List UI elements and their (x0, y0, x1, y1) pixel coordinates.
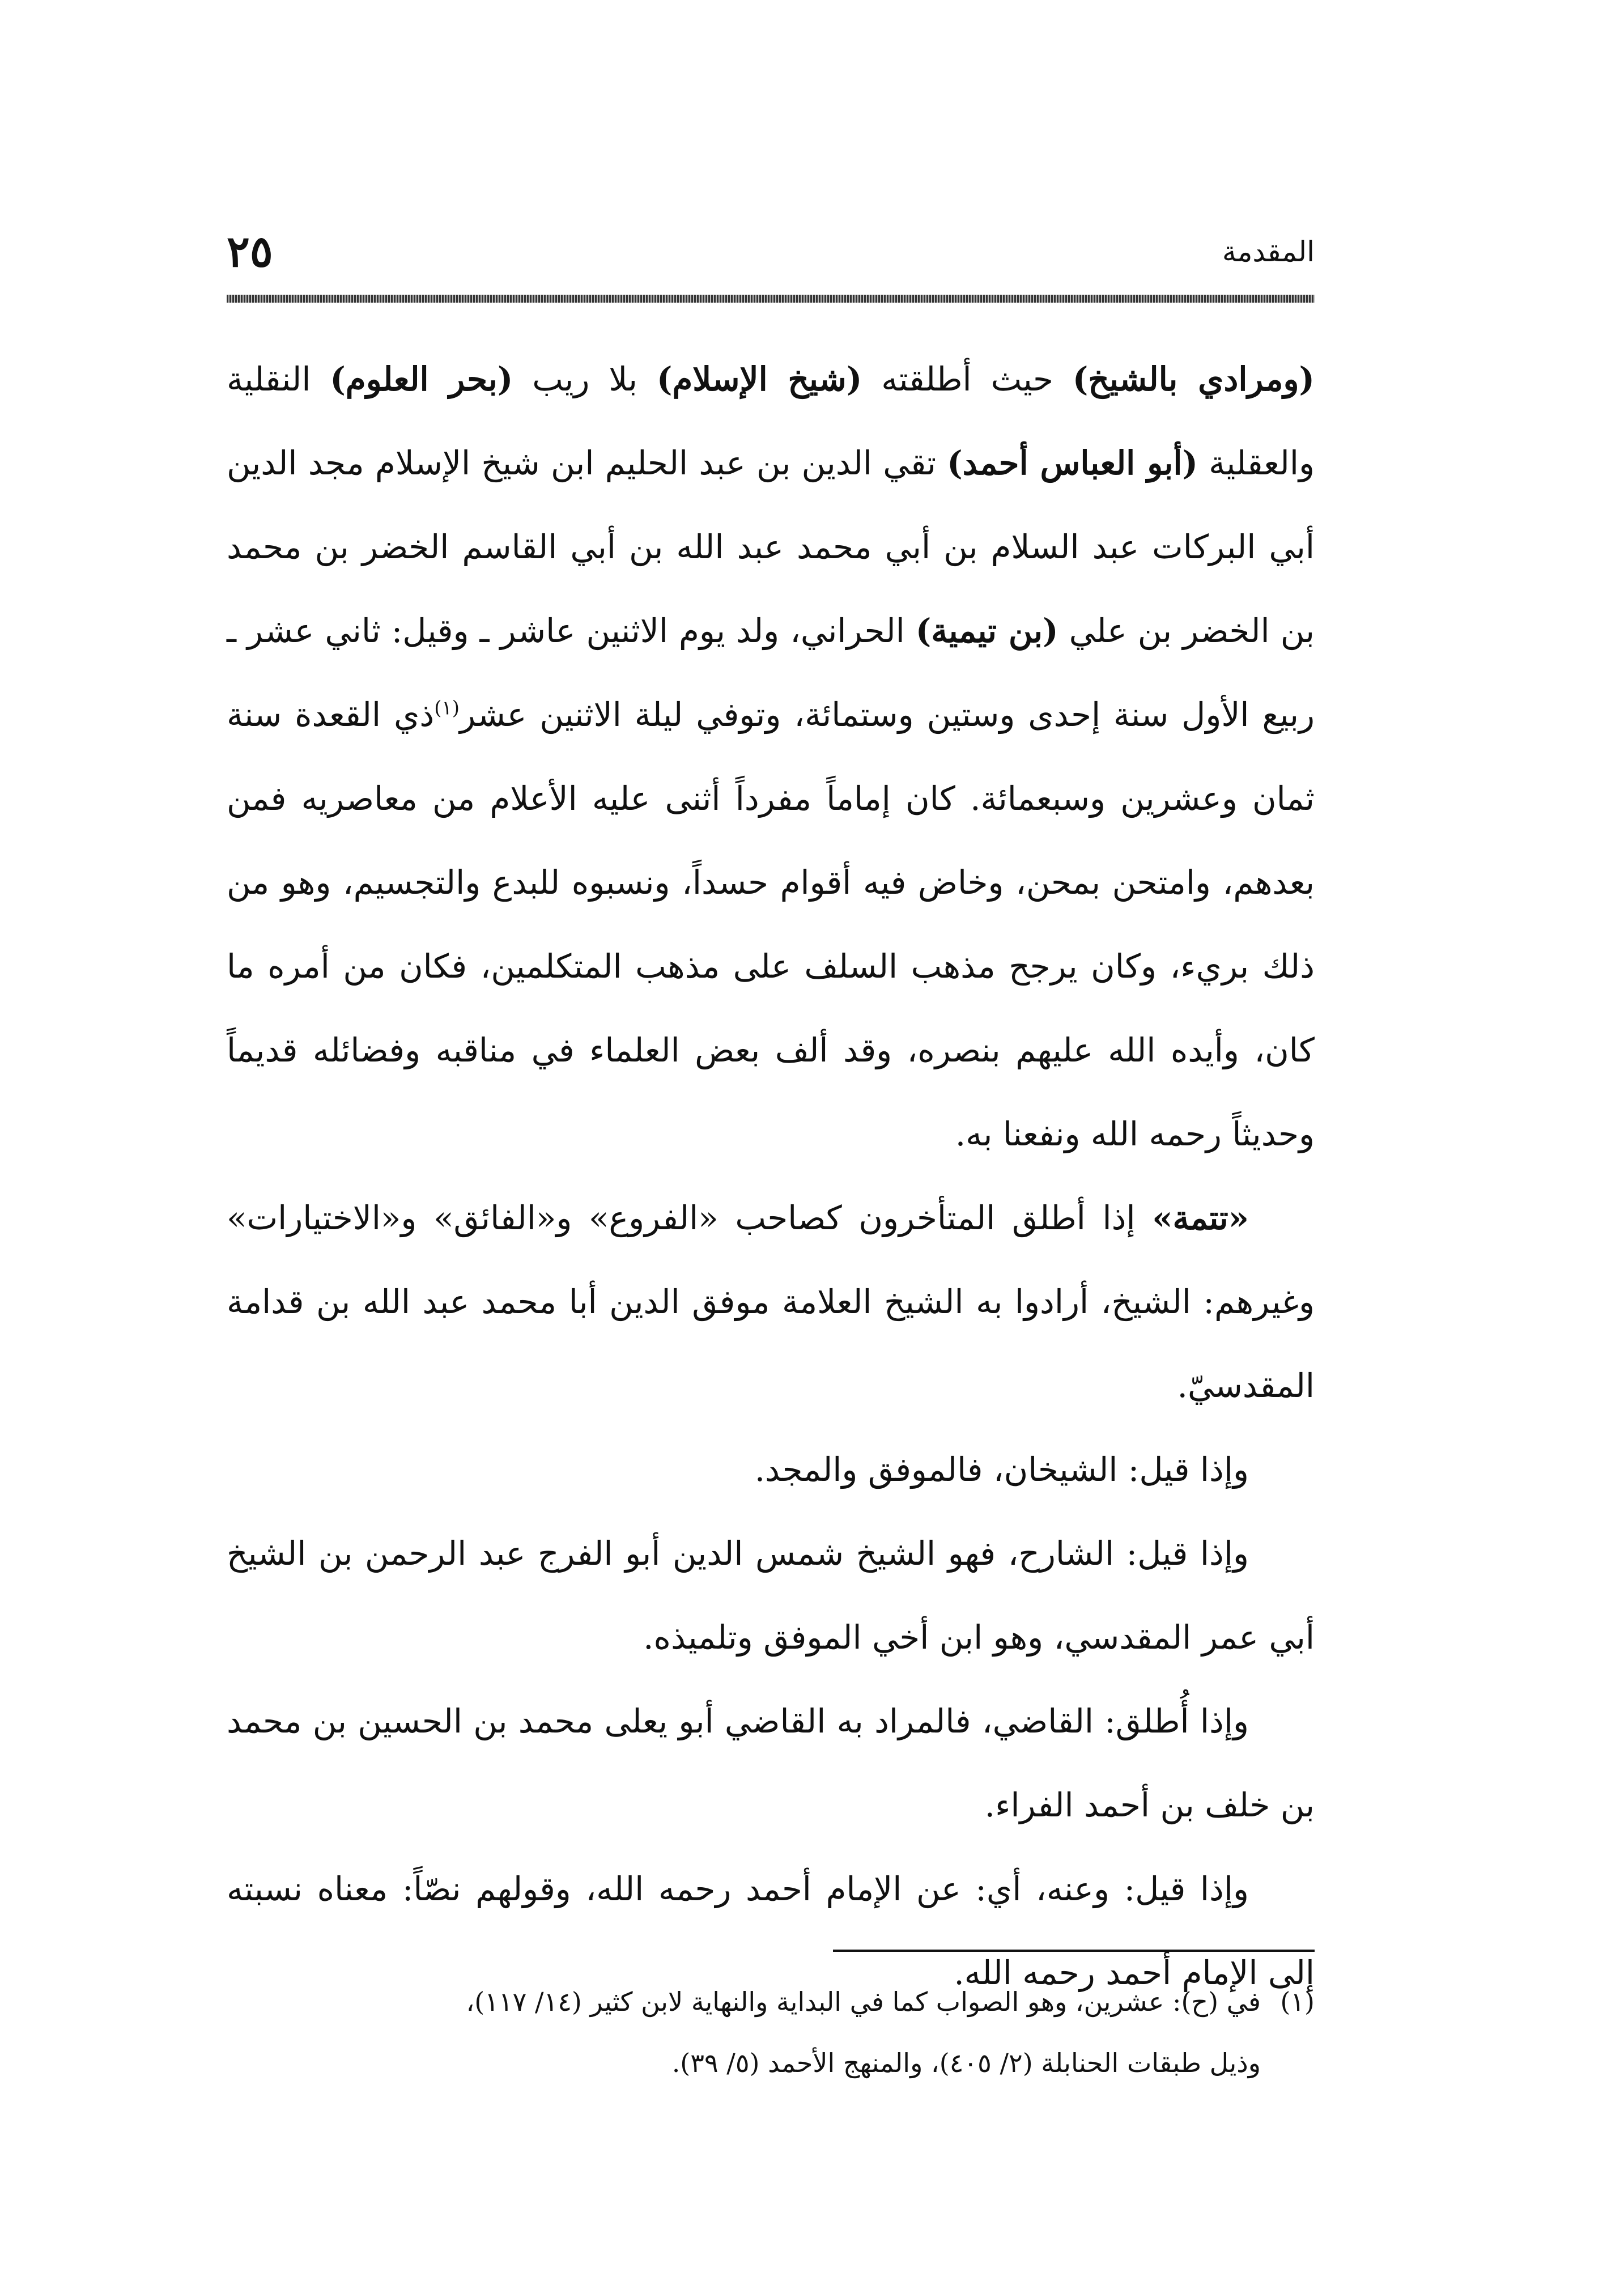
page-header (227, 226, 1315, 286)
paragraph-qadi (227, 1679, 1315, 1847)
paragraph-supplement (227, 1176, 1315, 1428)
chapter-title: المقدمة (1222, 235, 1315, 268)
footnote-number: (١) (1280, 1986, 1315, 2017)
footnote-text: وذيل طبقات الحنابلة (٢/ ٤٠٥)، والمنهج الأحمد (٥/ ٣٩). (671, 2048, 1261, 2078)
text-run: الحراني، ولد يوم الاثنين عاشر ـ وقيل: ثاني عشر ـ ربيع الأول سنة إحدى وستين وستمائة، وتوفي ليلة الاثنين عشر (227, 612, 1315, 734)
text-run: وإذا أُطلق: القاضي، فالمراد به القاضي أبو يعلى محمد بن الحسين بن محمد بن خلف بن أحمد الفراء. (227, 1702, 1315, 1824)
text-run: تقي الدين بن عبد الحليم ابن شيخ الإسلام مجد الدين أبي البركات عبد السلام بن أبي محمد عبد الله بن أبي القاسم الخضر بن محمد بن الخضر بن علي (227, 444, 1315, 650)
footnote-text: في (ح): عشرين، وهو الصواب كما في البداية والنهاية لابن كثير (١٤/ ١١٧)، (466, 1986, 1261, 2017)
bold-phrase: (شيخ الإسلام) (656, 360, 862, 398)
bold-phrase: (ومرادي بالشيخ) (1072, 360, 1315, 398)
page-number: ٢٥ (227, 226, 273, 277)
main-text (227, 337, 1315, 2015)
paragraph-sharih (227, 1511, 1315, 1679)
footnote-reference[interactable]: (١) (434, 697, 460, 720)
header-divider (227, 295, 1315, 303)
text-run: النقلية والعقلية (227, 360, 1315, 482)
text-run: حيث أطلقته (862, 360, 1073, 398)
paragraph-biography (227, 337, 1315, 1176)
text-run: بلا ريب (513, 360, 657, 398)
bold-phrase: (بحر العلوم) (330, 360, 513, 398)
text-run: وإذا قيل: الشارح، فهو الشيخ شمس الدين أبو الفرج عبد الرحمن بن الشيخ أبي عمر المقدسي، وهو ابن أخي الموفق وتلميذه. (227, 1534, 1315, 1657)
footnote-line (227, 2032, 1315, 2094)
bold-phrase: «تتمة» (1152, 1199, 1249, 1237)
bold-phrase: (بن تيمية) (915, 612, 1058, 650)
text-run: وإذا قيل: وعنه، أي: عن الإمام أحمد رحمه الله، وقولهم نصّاً: معناه نسبته إلى الإمام أحمد رحمه الله. (227, 1870, 1315, 1992)
footnote-line (227, 1971, 1315, 2032)
paragraph-shaykhan (227, 1428, 1315, 1511)
text-run: وإذا قيل: الشيخان، فالموفق والمجد. (754, 1450, 1249, 1489)
footnote-divider (833, 1950, 1315, 1952)
text-run: إذا أطلق المتأخرون كصاحب «الفروع» و«الفائق» و«الاختيارات» وغيرهم: الشيخ، أرادوا به الشيخ العلامة موفق الدين أبا محمد عبد الله بن قدامة المقدسيّ. (227, 1199, 1315, 1405)
bold-phrase: (أبو العباس أحمد) (947, 444, 1198, 482)
footnote (227, 1971, 1315, 2094)
text-run: ذي القعدة سنة ثمان وعشرين وسبعمائة. كان إماماً مفرداً أثنى عليه الأعلام من معاصريه فمن بعدهم، وامتحن بمحن، وخاض فيه أقوام حسداً، ونسبوه للبدع والتجسيم، وهو من ذلك بريء، وكان يرجح مذهب السلف على مذهب المتكلمين، فكان من أمره ما كان، وأيده الله عليهم بنصره، وقد ألف بعض العلماء في مناقبه وفضائله قديماً وحديثاً رحمه الله ونفعنا به. (227, 695, 1315, 1153)
